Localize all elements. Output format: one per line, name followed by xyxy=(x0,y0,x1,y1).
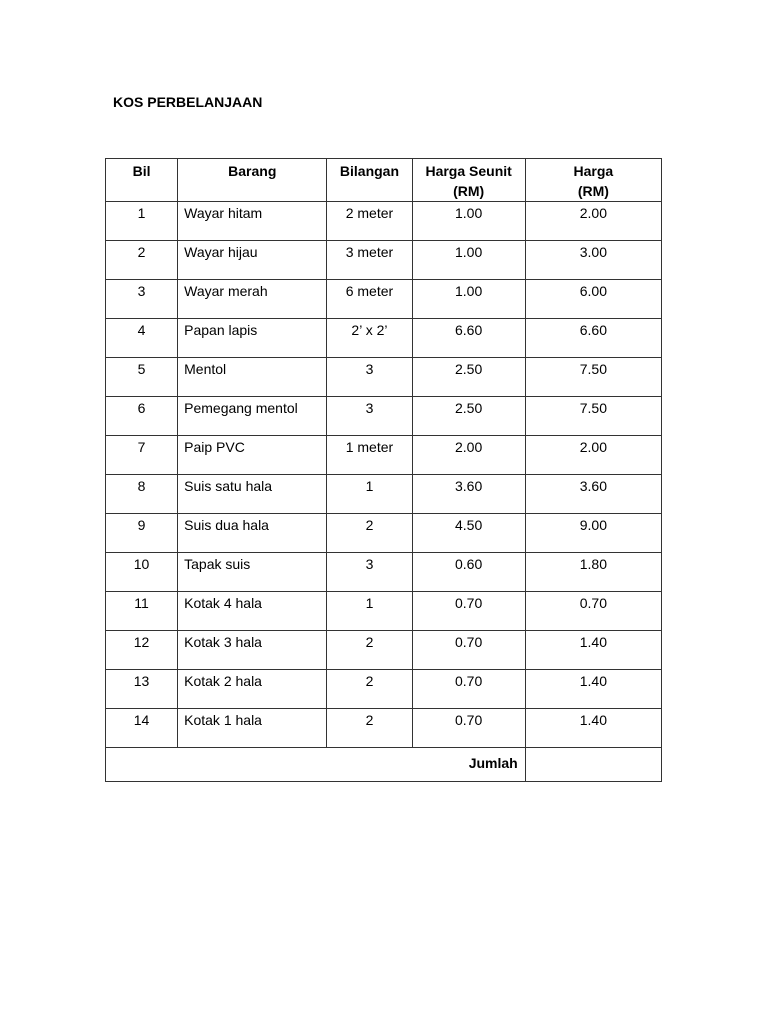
cell-harga: 2.00 xyxy=(525,202,661,241)
cell-bil: 8 xyxy=(106,475,178,514)
cell-harga: 3.00 xyxy=(525,241,661,280)
cell-bil: 12 xyxy=(106,631,178,670)
cell-bil: 5 xyxy=(106,358,178,397)
cell-barang: Kotak 4 hala xyxy=(178,592,327,631)
cell-bilangan: 2 xyxy=(327,631,412,670)
cell-barang: Mentol xyxy=(178,358,327,397)
cell-harga: 7.50 xyxy=(525,358,661,397)
cell-harga: 7.50 xyxy=(525,397,661,436)
cell-barang: Papan lapis xyxy=(178,319,327,358)
cell-barang: Tapak suis xyxy=(178,553,327,592)
table-row xyxy=(106,397,662,436)
header-barang: Barang xyxy=(178,159,327,202)
cell-barang: Suis dua hala xyxy=(178,514,327,553)
cell-harga: 6.60 xyxy=(525,319,661,358)
cell-bil: 1 xyxy=(106,202,178,241)
cell-harga-seunit: 0.70 xyxy=(412,670,525,709)
table-body xyxy=(106,202,662,782)
cell-harga: 2.00 xyxy=(525,436,661,475)
table-row xyxy=(106,553,662,592)
cell-bilangan: 2 xyxy=(327,709,412,748)
cell-barang: Pemegang mentol xyxy=(178,397,327,436)
header-harga-seunit xyxy=(412,159,525,202)
cell-bil: 2 xyxy=(106,241,178,280)
cost-table xyxy=(105,158,662,782)
cell-bil: 6 xyxy=(106,397,178,436)
table-row xyxy=(106,241,662,280)
cell-harga-seunit: 4.50 xyxy=(412,514,525,553)
header-harga-line1: Harga xyxy=(573,163,614,179)
cell-bil: 14 xyxy=(106,709,178,748)
cell-harga: 1.40 xyxy=(525,631,661,670)
cell-harga-seunit: 2.50 xyxy=(412,358,525,397)
table-row xyxy=(106,592,662,631)
cell-harga-seunit: 1.00 xyxy=(412,280,525,319)
total-row xyxy=(106,748,662,782)
table-row xyxy=(106,436,662,475)
cell-harga-seunit: 2.50 xyxy=(412,397,525,436)
cell-barang: Kotak 3 hala xyxy=(178,631,327,670)
cell-bilangan: 3 xyxy=(327,358,412,397)
cell-barang: Kotak 1 hala xyxy=(178,709,327,748)
cell-bilangan: 1 xyxy=(327,592,412,631)
cell-barang: Wayar hijau xyxy=(178,241,327,280)
cell-barang: Kotak 2 hala xyxy=(178,670,327,709)
table-row xyxy=(106,631,662,670)
table-row xyxy=(106,670,662,709)
table-row xyxy=(106,202,662,241)
total-value xyxy=(525,748,661,782)
cell-bilangan: 3 xyxy=(327,553,412,592)
cell-bil: 11 xyxy=(106,592,178,631)
cell-harga: 1.40 xyxy=(525,709,661,748)
cell-bil: 3 xyxy=(106,280,178,319)
header-bil: Bil xyxy=(106,159,178,202)
cell-bil: 7 xyxy=(106,436,178,475)
cell-harga: 3.60 xyxy=(525,475,661,514)
cell-bil: 10 xyxy=(106,553,178,592)
cell-harga-seunit: 2.00 xyxy=(412,436,525,475)
table-header-row xyxy=(106,159,662,202)
cell-harga: 0.70 xyxy=(525,592,661,631)
cell-harga-seunit: 6.60 xyxy=(412,319,525,358)
cell-bilangan: 1 xyxy=(327,475,412,514)
cell-harga: 9.00 xyxy=(525,514,661,553)
header-harga-seunit-line2: (RM) xyxy=(453,183,485,199)
table-row xyxy=(106,709,662,748)
cell-barang: Suis satu hala xyxy=(178,475,327,514)
cell-harga-seunit: 1.00 xyxy=(412,202,525,241)
cell-bil: 9 xyxy=(106,514,178,553)
document-title: KOS PERBELANJAAN xyxy=(113,94,263,110)
header-harga xyxy=(525,159,661,202)
cell-barang: Wayar merah xyxy=(178,280,327,319)
cell-bilangan: 3 meter xyxy=(327,241,412,280)
cell-harga: 1.80 xyxy=(525,553,661,592)
cell-harga: 1.40 xyxy=(525,670,661,709)
cell-bilangan: 3 xyxy=(327,397,412,436)
cell-bilangan: 2 xyxy=(327,514,412,553)
table-row xyxy=(106,280,662,319)
table-row xyxy=(106,319,662,358)
cell-bilangan: 6 meter xyxy=(327,280,412,319)
table-row xyxy=(106,475,662,514)
cell-harga-seunit: 0.70 xyxy=(412,592,525,631)
cell-bilangan: 2 xyxy=(327,670,412,709)
cell-harga-seunit: 0.70 xyxy=(412,631,525,670)
cell-barang: Paip PVC xyxy=(178,436,327,475)
cell-harga-seunit: 1.00 xyxy=(412,241,525,280)
cell-bilangan: 1 meter xyxy=(327,436,412,475)
table-row xyxy=(106,514,662,553)
cell-barang: Wayar hitam xyxy=(178,202,327,241)
header-bilangan: Bilangan xyxy=(327,159,412,202)
cell-harga-seunit: 0.60 xyxy=(412,553,525,592)
cell-harga-seunit: 3.60 xyxy=(412,475,525,514)
cell-bilangan: 2 meter xyxy=(327,202,412,241)
cell-bil: 13 xyxy=(106,670,178,709)
total-label: Jumlah xyxy=(106,748,526,782)
cell-bil: 4 xyxy=(106,319,178,358)
cell-harga: 6.00 xyxy=(525,280,661,319)
header-harga-seunit-line1: Harga Seunit xyxy=(425,163,512,179)
cell-harga-seunit: 0.70 xyxy=(412,709,525,748)
table-row xyxy=(106,358,662,397)
cell-bilangan: 2’ x 2’ xyxy=(327,319,412,358)
header-harga-line2: (RM) xyxy=(577,183,609,199)
